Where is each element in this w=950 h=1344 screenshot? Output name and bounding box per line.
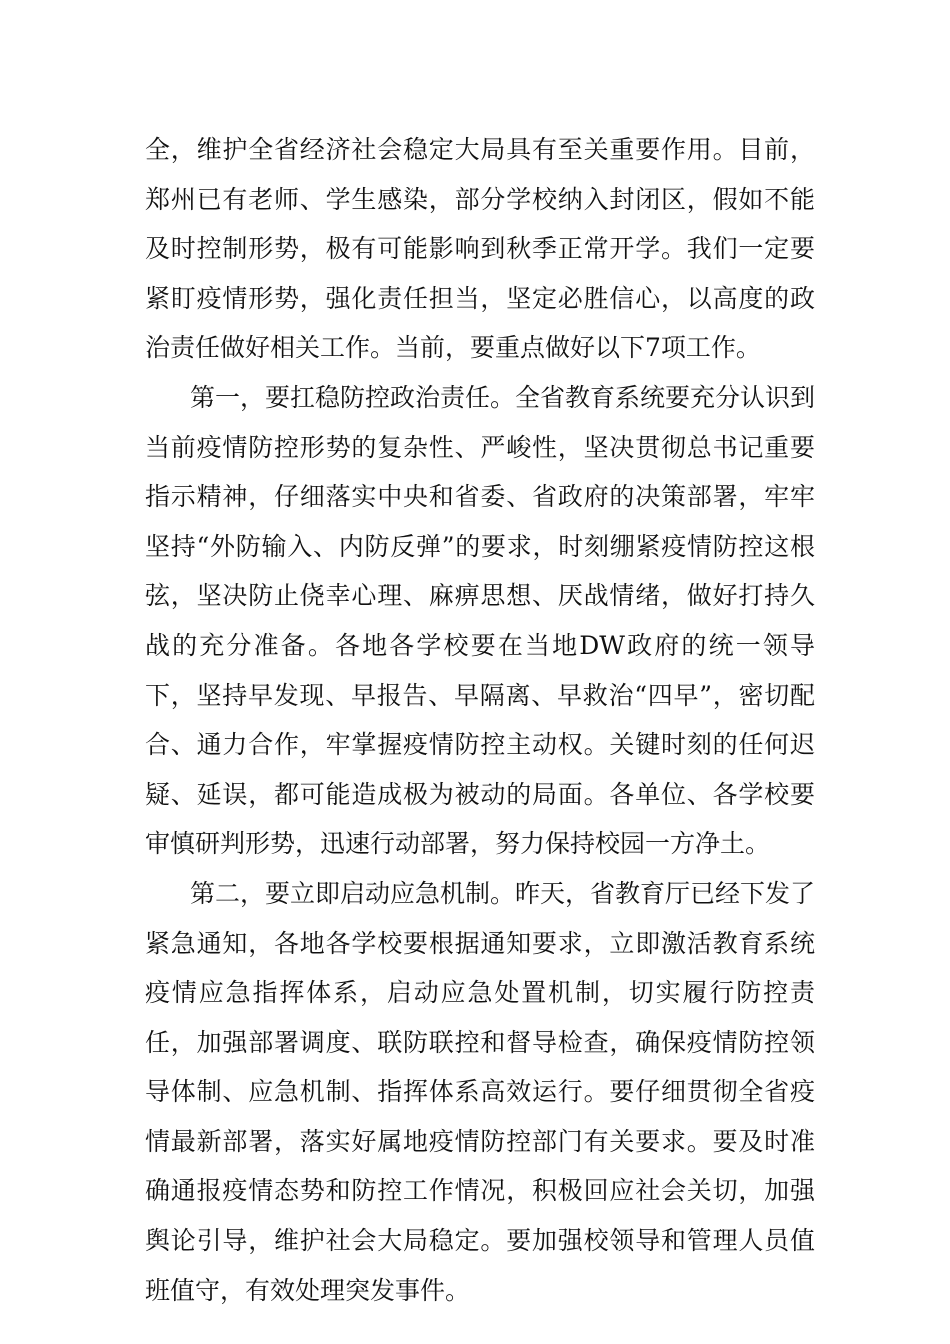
paragraph-first-task: 第一，要扛稳防控政治责任。全省教育系统要充分认识到当前疫情防控形势的复杂性、严峻性，坚决贯彻总书记重要指示精神，仔细落实中央和省委、省政府的决策部署，牢牢坚持“外防输入、内防反弹”的要求，时刻绷紧疫情防控这根弦，坚决防止侥幸心理、麻痹思想、厌战情绪，做好打持久战的充分准备。各地各学校要在当地DW政府的统一领导下，坚持早发现、早报告、早隔离、早救治“四早”，密切配合、通力合作，牢掌握疫情防控主动权。关键时刻的任何迟疑、延误，都可能造成极为被动的局面。各单位、各学校要审慎研判形势，迅速行动部署，努力保持校园一方净土。: [145, 382, 816, 859]
paragraph-continuation: 全，维护全省经济社会稳定大局具有至关重要作用。目前，郑州已有老师、学生感染，部分学校纳入封闭区，假如不能及时控制形势，极有可能影响到秋季正常开学。我们一定要紧盯疫情形势，强化责任担当，坚定必胜信心，以高度的政治责任做好相关工作。当前，要重点做好以下7项工作。: [145, 135, 815, 363]
document-body: [145, 125, 815, 1315]
paragraph-second-task: 第二，要立即启动应急机制。昨天，省教育厅已经下发了紧急通知，各地各学校要根据通知要求，立即激活教育系统疫情应急指挥体系，启动应急处置机制，切实履行防控责任，加强部署调度、联防联控和督导检查，确保疫情防控领导体制、应急机制、指挥体系高效运行。要仔细贯彻全省疫情最新部署，落实好属地疫情防控部门有关要求。要及时准确通报疫情态势和防控工作情况，积极回应社会关切，加强舆论引导，维护社会大局稳定。要加强校领导和管理人员值班值守，有效处理突发事件。: [145, 878, 816, 1305]
